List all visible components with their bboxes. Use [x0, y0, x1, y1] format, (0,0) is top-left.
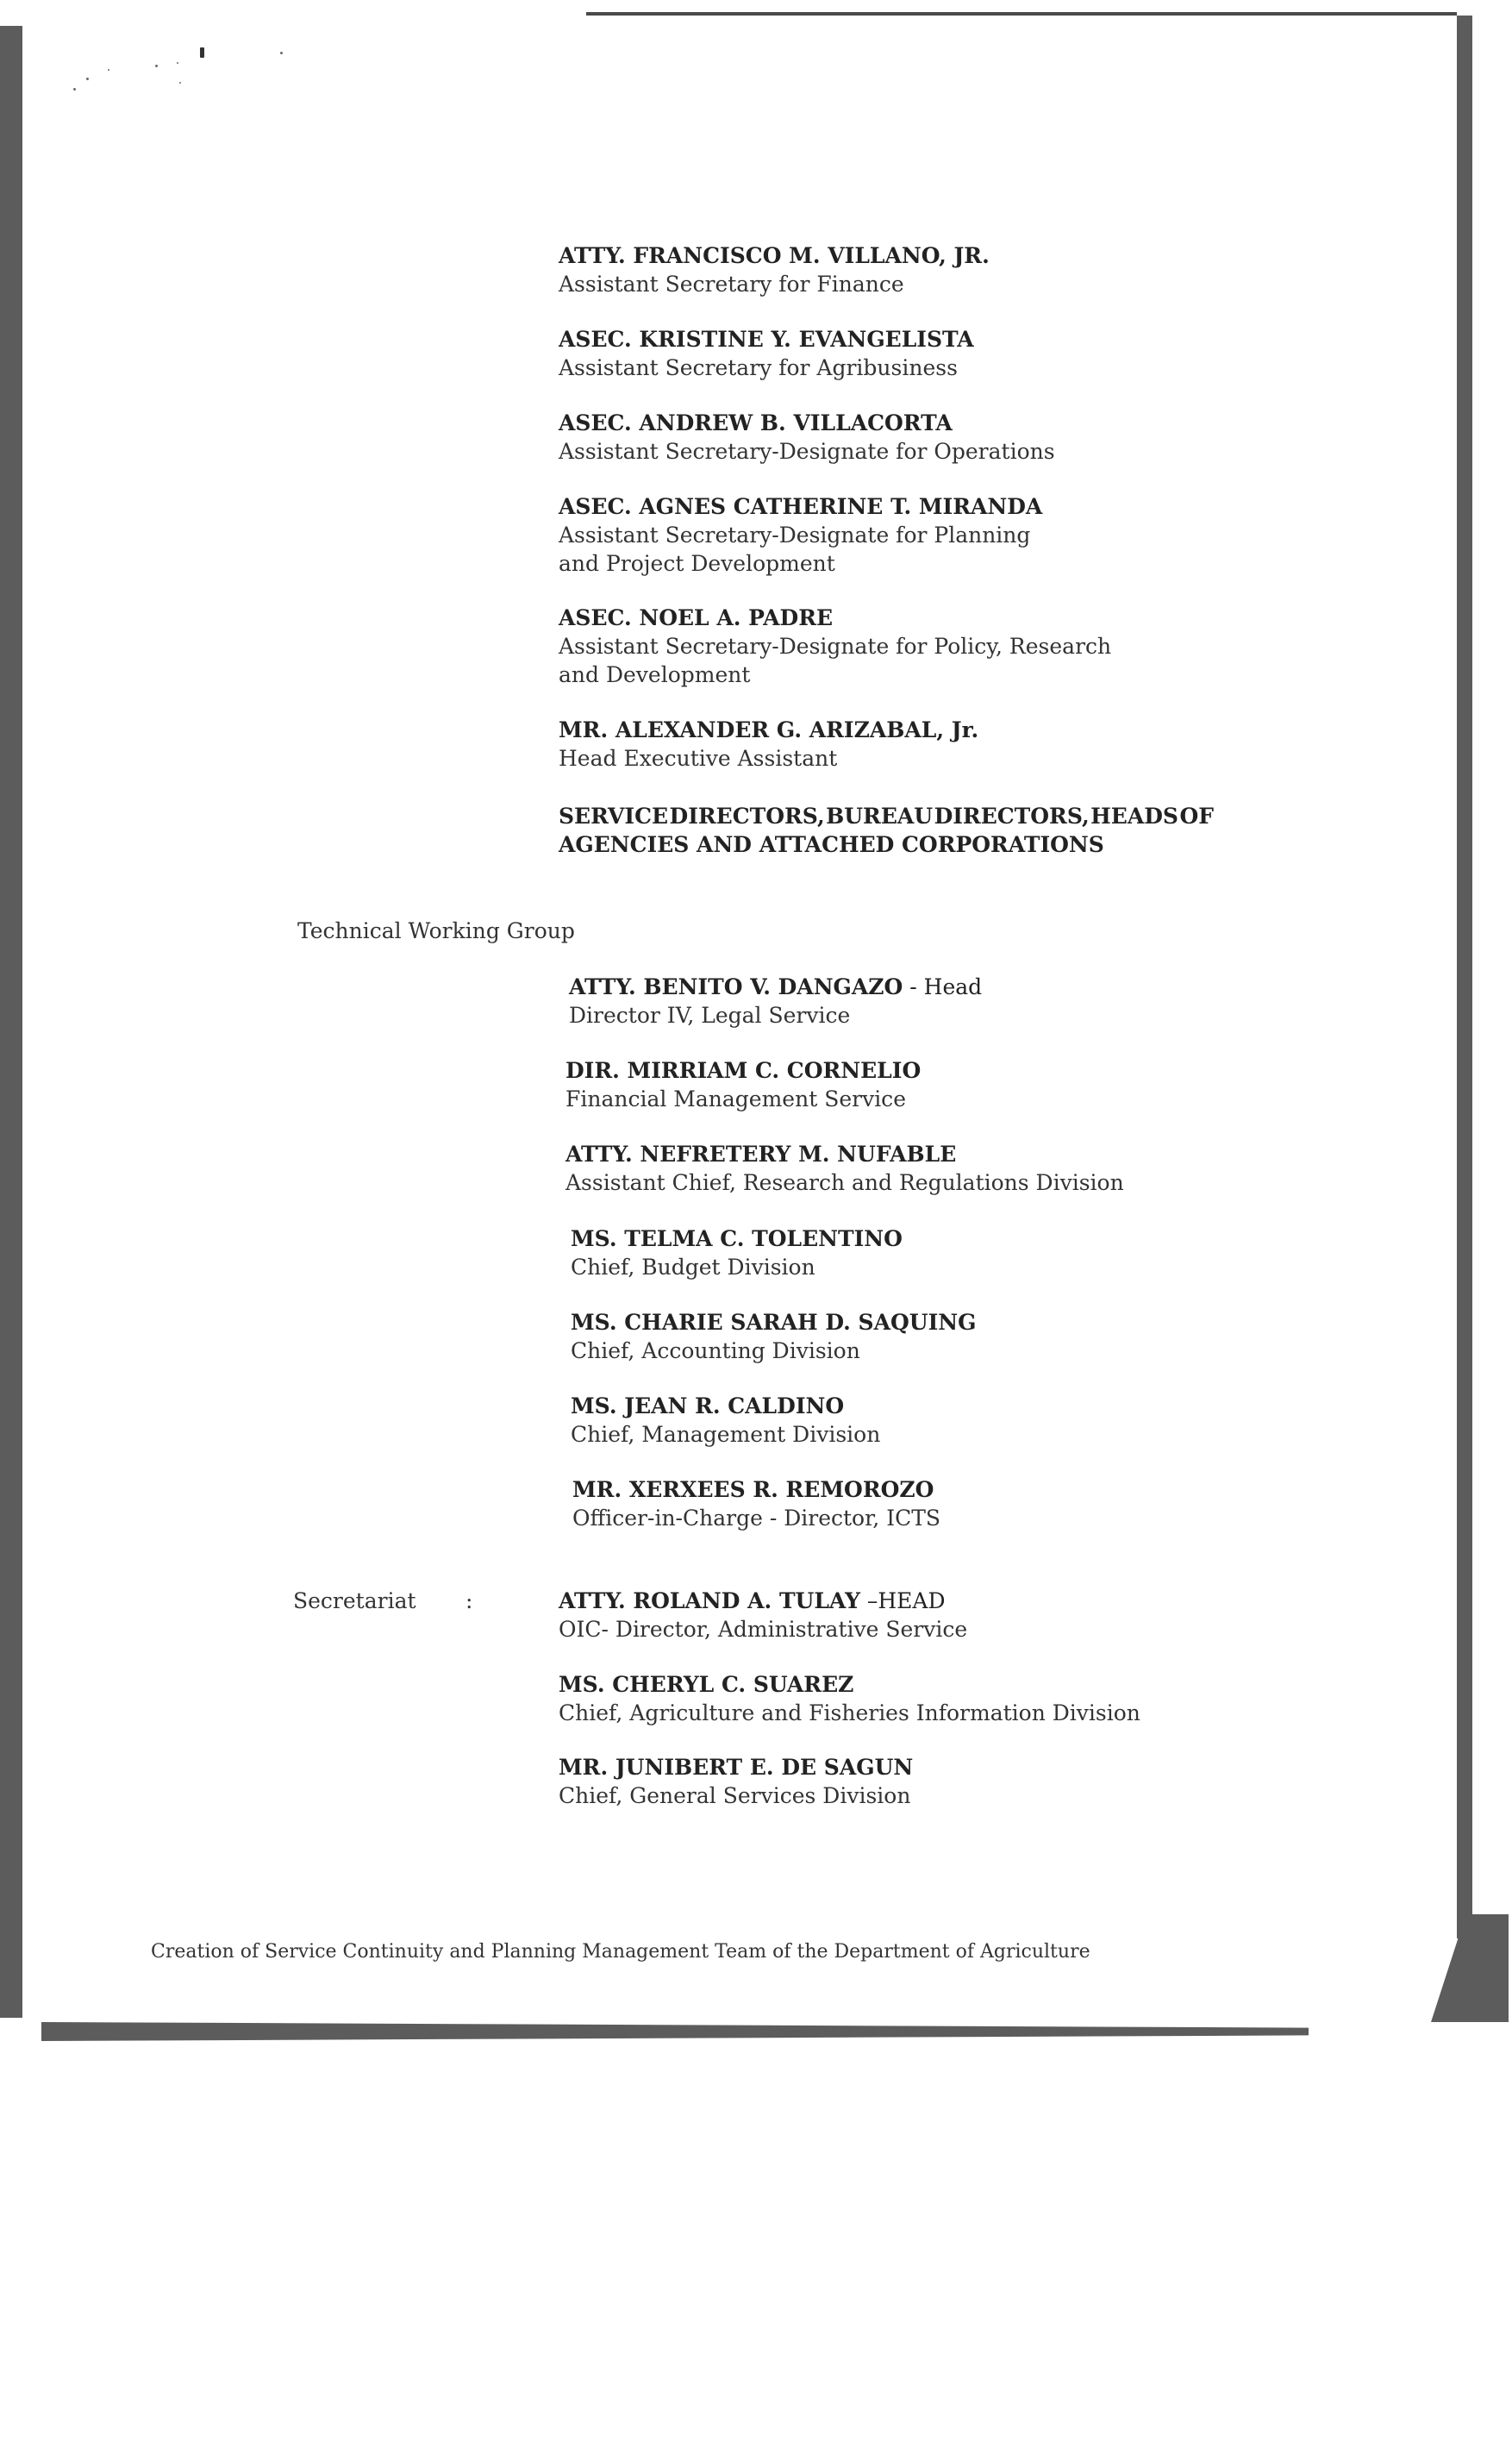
- member-name: DIR. MIRRIAM C. CORNELIO: [565, 1058, 922, 1083]
- heads-word: SERVICE: [559, 804, 669, 829]
- heads-of-agencies-heading: [559, 802, 1214, 859]
- official-title: Assistant Secretary-Designate for Policy, Research: [559, 634, 1112, 659]
- official-name: ASEC. ANDREW B. VILLACORTA: [559, 410, 953, 435]
- member-title: Chief, Agriculture and Fisheries Information Division: [559, 1700, 1140, 1725]
- member-name: MR. JUNIBERT E. DE SAGUN: [559, 1755, 914, 1780]
- member-name: MS. JEAN R. CALDINO: [571, 1393, 845, 1418]
- heads-word: OF: [1179, 804, 1214, 829]
- secretariat-member: [559, 1587, 967, 1644]
- member-name: ATTY. BENITO V. DANGAZO: [569, 974, 903, 999]
- official-name: MR. ALEXANDER G. ARIZABAL, Jr.: [559, 717, 979, 742]
- secretariat-member: [559, 1753, 913, 1810]
- member-name: ATTY. ROLAND A. TULAY: [559, 1588, 860, 1613]
- official-title: Assistant Secretary for Finance: [559, 272, 904, 297]
- official-title: Head Executive Assistant: [559, 746, 838, 771]
- heads-word: BUREAU: [826, 804, 934, 829]
- secretariat-member: [559, 1670, 1140, 1727]
- member-title: Chief, General Services Division: [559, 1783, 911, 1808]
- member-name: MS. CHARIE SARAH D. SAQUING: [571, 1310, 977, 1335]
- heads-line-2: AGENCIES AND ATTACHED CORPORATIONS: [559, 832, 1104, 857]
- member-name: ATTY. NEFRETERY M. NUFABLE: [565, 1142, 957, 1167]
- official-entry: [559, 409, 1055, 466]
- official-title: Assistant Secretary-Designate for Operations: [559, 439, 1055, 464]
- scan-bottom-edge: [41, 2022, 1309, 2041]
- member-title: Financial Management Service: [565, 1086, 906, 1111]
- head-suffix: - Head: [903, 974, 983, 999]
- twg-member: [571, 1224, 903, 1281]
- scan-right-corner: [1431, 1914, 1509, 2022]
- official-name: ASEC. KRISTINE Y. EVANGELISTA: [559, 327, 974, 352]
- twg-member: [571, 1308, 976, 1365]
- twg-member: [565, 1056, 921, 1113]
- member-name: MS. TELMA C. TOLENTINO: [571, 1226, 903, 1251]
- twg-member: [571, 1392, 880, 1449]
- heads-word: DIRECTORS,: [934, 804, 1090, 829]
- scan-right-edge: [1457, 16, 1472, 1938]
- member-title: Chief, Management Division: [571, 1422, 881, 1447]
- member-name: MS. CHERYL C. SUAREZ: [559, 1672, 854, 1697]
- official-title: Assistant Secretary for Agribusiness: [559, 355, 958, 380]
- official-entry: [559, 492, 1042, 578]
- official-name: ATTY. FRANCISCO M. VILLANO, JR.: [559, 243, 990, 268]
- official-entry: [559, 325, 974, 382]
- member-title: Assistant Chief, Research and Regulations Division: [565, 1170, 1124, 1195]
- secretariat-colon: :: [465, 1588, 473, 1613]
- official-entry: [559, 604, 1111, 689]
- head-suffix: –HEAD: [859, 1588, 946, 1613]
- secretariat-label: Secretariat: [293, 1588, 416, 1613]
- scan-left-edge: [0, 26, 22, 2018]
- twg-member: [572, 1475, 940, 1532]
- member-title: Director IV, Legal Service: [569, 1003, 851, 1028]
- official-title-continued: and Development: [559, 662, 751, 687]
- official-title-continued: and Project Development: [559, 551, 835, 576]
- member-title: OIC- Director, Administrative Service: [559, 1617, 968, 1642]
- member-title: Officer-in-Charge - Director, ICTS: [572, 1506, 941, 1531]
- heads-word: HEADS: [1090, 804, 1178, 829]
- scan-specks: [69, 26, 310, 112]
- member-name: MR. XERXEES R. REMOROZO: [572, 1477, 934, 1502]
- member-title: Chief, Budget Division: [571, 1255, 815, 1280]
- member-title: Chief, Accounting Division: [571, 1338, 860, 1363]
- scan-top-edge: [586, 12, 1457, 16]
- twg-member: [565, 1140, 1124, 1197]
- twg-label: Technical Working Group: [297, 918, 575, 943]
- official-name: ASEC. AGNES CATHERINE T. MIRANDA: [559, 494, 1043, 519]
- heads-word: DIRECTORS,: [669, 804, 825, 829]
- official-entry: [559, 716, 978, 773]
- official-title: Assistant Secretary-Designate for Planning: [559, 523, 1031, 548]
- official-name: ASEC. NOEL A. PADRE: [559, 605, 834, 630]
- twg-member: [569, 973, 982, 1030]
- page-footer: Creation of Service Continuity and Planning Management Team of the Department of Agriculture: [151, 1941, 1090, 1963]
- official-entry: [559, 241, 990, 298]
